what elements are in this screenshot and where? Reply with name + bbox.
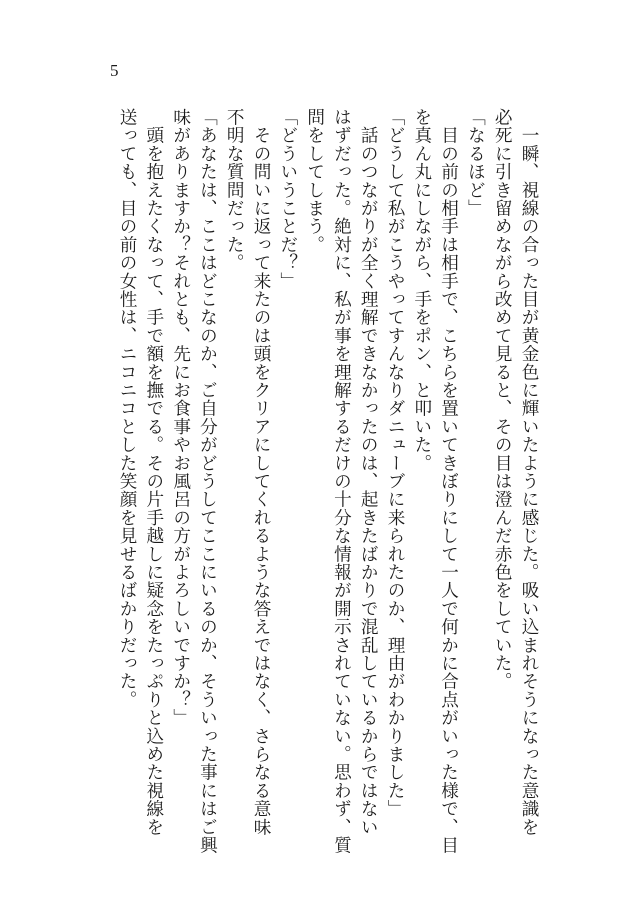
text-line: その問いに返って来たのは頭をクリアにしてくれるような答えではなく、さらなる意味 [251,108,272,836]
text-line: 目の前の相手は相手で、こちらを置いてきぼりにして一人で何かに合点がいった様で、目 [438,108,459,855]
text-line: 頭を抱えたくなって、手で額を撫でる。その片手越しに疑念をたっぷりと込めた視線を [143,108,164,836]
text-line: 「どういうことだ？」 [277,108,298,290]
text-line: 問をしてしまう。 [304,108,325,254]
text-line: 不明な質問だった。 [224,108,245,272]
text-line: 一瞬、視線の合った目が黄金色に輝いたように感じた。吸い込まれそうになった意識を [519,108,539,836]
text-line: 「あなたは、ここはどこなのか、ご自分がどうしてここにいるのか、そういった事にはご興 [197,108,218,855]
text-line: 必死に引き留めながら改めて見ると、その目は澄んだ赤色をしていた。 [492,108,513,691]
text-line: を真ん丸にしながら、手をポン、と叩いた。 [411,108,432,472]
text-line: 「どうして私がこうやってすんなりダニューブに来られたのか、理由がわかりました」 [385,108,406,818]
page-number: 5 [110,61,119,80]
body-text [113,108,542,855]
text-line: はずだった。絶対に、私が事を理解するだけの十分な情報が開示されていない。思わず、質 [331,108,352,855]
text-line: 「なるほど」 [465,108,486,218]
text-line: 話のつながりが全く理解できなかったのは、起きたばかりで混乱しているからではない [358,108,379,836]
text-line: 送っても、目の前の女性は、ニコニコとした笑顔を見せるばかりだった。 [117,108,138,709]
text-line: 味がありますか？それとも、先にお食事やお風呂の方がよろしいですか？」 [170,108,191,727]
